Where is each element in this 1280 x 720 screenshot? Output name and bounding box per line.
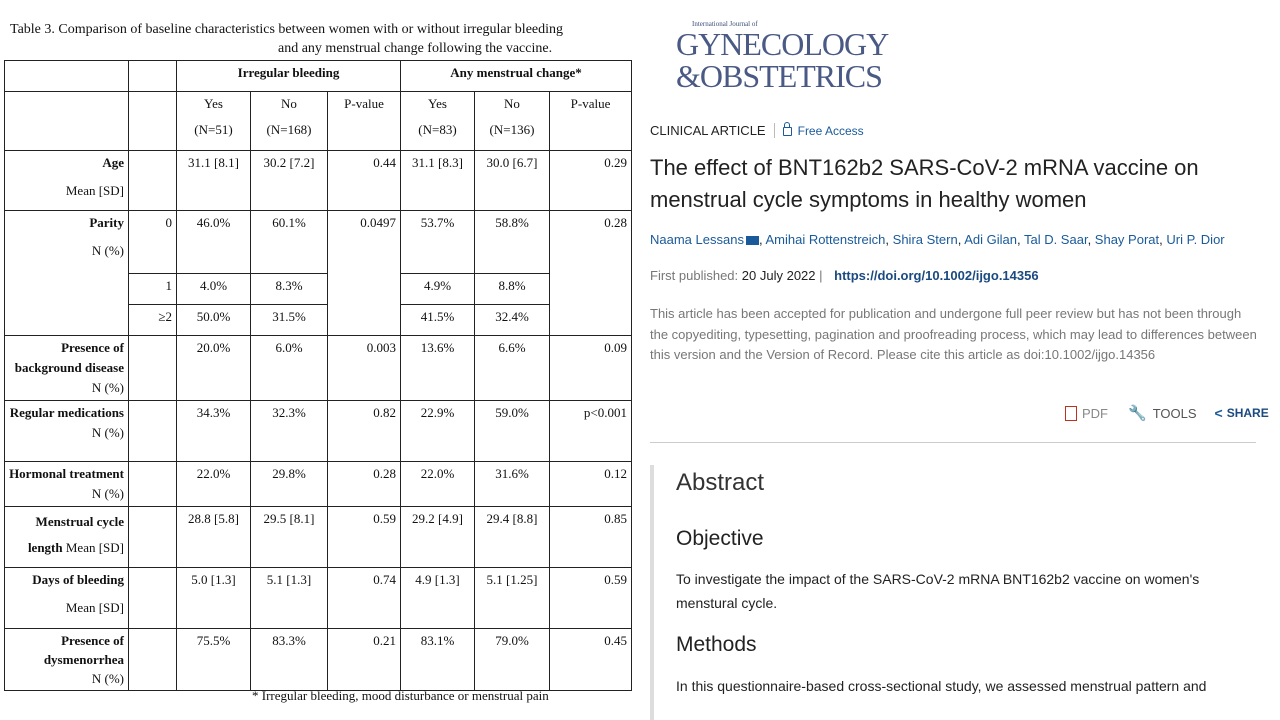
group-any-menstrual-change: Any menstrual change* — [401, 61, 632, 92]
table-cell: 59.0% — [475, 401, 550, 462]
row-label: Menstrual cycle length — [27, 514, 124, 555]
author-list: Naama Lessans , Amihai Rottenstreich, Shira Stern, Adi Gilan, Tal D. Saar, Shay Porat, Uri P. Dior — [650, 232, 1225, 247]
table-row — [5, 151, 632, 211]
col-yes-2: Yes — [428, 96, 447, 111]
table-cell: 29.5 [8.1] — [251, 507, 328, 568]
parity-level: 1 — [129, 274, 177, 305]
author-link[interactable]: Shira Stern — [892, 232, 958, 247]
author-link[interactable]: Adi Gilan — [964, 232, 1017, 247]
table-cell: 0.003 — [328, 336, 401, 401]
row-sublabel: N (%) — [91, 243, 124, 258]
methods-heading: Methods — [676, 633, 757, 656]
table-row — [5, 462, 632, 507]
row-label: Parity — [89, 215, 124, 230]
table-cell: 32.4% — [475, 305, 550, 336]
abstract-heading: Abstract — [676, 469, 765, 496]
table-cell: 60.1% — [251, 211, 328, 274]
table-cell: 0.28 — [550, 211, 632, 336]
accepted-notice: This article has been accepted for publication and undergone full peer review but has not been through the copyediting, typesetting, pagination and proofreading process, which may lead to differences between this version and the Version of Record. Please cite this article as doi:10.1002/ijgo.14356 — [650, 306, 1257, 362]
table-cell: 0.45 — [550, 629, 632, 691]
table-cell: 13.6% — [401, 336, 475, 401]
table-row — [5, 211, 632, 274]
tools-button[interactable] — [1128, 404, 1197, 422]
first-published: First published: 20 July 2022 | https://doi.org/10.1002/ijgo.14356 — [650, 268, 1039, 283]
objective-heading: Objective — [676, 527, 764, 550]
row-sublabel: N (%) — [91, 380, 124, 395]
table-cell: 83.1% — [401, 629, 475, 691]
comparison-table — [4, 60, 632, 691]
free-access-badge — [783, 124, 864, 138]
objective-text: To investigate the impact of the SARS-CoV-2 mRNA BNT162b2 vaccine on women's menstural cycle. — [676, 571, 1200, 611]
table-caption — [10, 20, 570, 58]
table-cell: 31.5% — [251, 305, 328, 336]
row-sublabel: Mean [SD] — [65, 540, 124, 555]
article-title: The effect of BNT162b2 SARS-CoV-2 mRNA vaccine on menstrual cycle symptoms in healthy women — [650, 155, 1199, 212]
table-row — [5, 507, 632, 568]
table-cell: 5.0 [1.3] — [177, 568, 251, 629]
author-link[interactable]: Amihai Rottenstreich — [765, 232, 886, 247]
email-icon[interactable] — [746, 236, 759, 245]
table-cell: 29.2 [4.9] — [401, 507, 475, 568]
table-row — [5, 401, 632, 462]
table-cell: 0.09 — [550, 336, 632, 401]
table-cell: 31.6% — [475, 462, 550, 507]
logo-line-2: &OBSTETRICS — [676, 58, 882, 94]
n-no-1: (N=168) — [266, 122, 312, 137]
table-cell: 5.1 [1.25] — [475, 568, 550, 629]
col-pvalue-1: P-value — [328, 92, 401, 151]
table-cell: 58.8% — [475, 211, 550, 274]
share-label: SHARE — [1226, 406, 1269, 420]
table-cell: 0.0497 — [328, 211, 401, 336]
row-label: Hormonal treatment — [9, 466, 124, 481]
table-header-row — [5, 61, 632, 92]
table-subheader-row — [5, 92, 632, 151]
n-yes-2: (N=83) — [418, 122, 457, 137]
table-cell: 22.0% — [401, 462, 475, 507]
methods-text: In this questionnaire-based cross-sectional study, we assessed menstrual pattern and — [676, 678, 1207, 694]
article-toolbar — [1065, 404, 1269, 422]
table-cell: 6.6% — [475, 336, 550, 401]
article-meta — [650, 123, 864, 138]
table-cell: 0.85 — [550, 507, 632, 568]
journal-logo[interactable] — [658, 20, 889, 100]
first-published-label: First published: — [650, 268, 739, 283]
table-cell: 29.4 [8.8] — [475, 507, 550, 568]
row-label: Presence of background disease — [14, 340, 124, 375]
table-cell: 8.3% — [251, 274, 328, 305]
row-sublabel: Mean [SD] — [65, 183, 124, 198]
col-pvalue-2: P-value — [550, 92, 632, 151]
table-cell: 0.59 — [550, 568, 632, 629]
parity-level: ≥2 — [129, 305, 177, 336]
table-cell: p<0.001 — [550, 401, 632, 462]
table-row — [5, 568, 632, 629]
share-icon: < — [1214, 405, 1223, 421]
table-cell: 0.82 — [328, 401, 401, 462]
pdf-label: PDF — [1082, 405, 1108, 421]
lock-icon — [783, 127, 792, 136]
table-cell: 0.59 — [328, 507, 401, 568]
row-label: Days of bleeding — [32, 572, 124, 587]
table-cell: 79.0% — [475, 629, 550, 691]
row-label: Age — [102, 155, 124, 170]
table-cell: 6.0% — [251, 336, 328, 401]
table-cell: 22.0% — [177, 462, 251, 507]
table-cell: 31.1 [8.3] — [401, 151, 475, 211]
table-cell: 0.21 — [328, 629, 401, 691]
pdf-button[interactable] — [1065, 406, 1108, 421]
row-label: Presence of dysmenorrhea — [43, 633, 124, 667]
table-row — [5, 336, 632, 401]
table-cell: 32.3% — [251, 401, 328, 462]
table-cell: 53.7% — [401, 211, 475, 274]
table-cell: 0.44 — [328, 151, 401, 211]
abstract-section — [650, 465, 1270, 720]
table-cell: 8.8% — [475, 274, 550, 305]
divider — [650, 442, 1256, 443]
table-cell: 28.8 [5.8] — [177, 507, 251, 568]
row-sublabel: N (%) — [91, 425, 124, 440]
table-cell: 5.1 [1.3] — [251, 568, 328, 629]
first-published-date: 20 July 2022 — [741, 268, 816, 283]
article-panel — [640, 0, 1280, 720]
author-link[interactable]: Tal D. Saar — [1023, 232, 1088, 247]
table-cell: 50.0% — [177, 305, 251, 336]
logo-line-1: GYNECOLOGY — [676, 26, 889, 62]
wrench-icon: 🔧 — [1128, 405, 1147, 422]
table-cell: 29.8% — [251, 462, 328, 507]
author-link[interactable]: Uri P. Dior — [1166, 232, 1225, 247]
table-cell: 0.12 — [550, 462, 632, 507]
n-no-2: (N=136) — [489, 122, 535, 137]
table-cell: 4.9 [1.3] — [401, 568, 475, 629]
table-cell: 30.2 [7.2] — [251, 151, 328, 211]
table-footnote: * Irregular bleeding, mood disturbance or menstrual pain — [252, 688, 549, 703]
col-no-1: No — [281, 96, 297, 111]
col-no-2: No — [504, 96, 520, 111]
table-cell: 31.1 [8.1] — [177, 151, 251, 211]
table-cell: 46.0% — [177, 211, 251, 274]
table-cell: 0.29 — [550, 151, 632, 211]
free-access-label: Free Access — [797, 123, 864, 138]
table-cell: 41.5% — [401, 305, 475, 336]
article-category: CLINICAL ARTICLE — [650, 123, 775, 138]
n-yes-1: (N=51) — [194, 122, 233, 137]
table-cell: 20.0% — [177, 336, 251, 401]
doi-link[interactable]: https://doi.org/10.1002/ijgo.14356 — [834, 268, 1039, 283]
row-label: Regular medications — [9, 405, 124, 420]
share-button[interactable] — [1215, 405, 1269, 421]
table-cell: 0.74 — [328, 568, 401, 629]
tools-label: TOOLS — [1152, 405, 1197, 421]
caption-line-2: and any menstrual change following the vaccine. — [278, 41, 553, 56]
table-cell: 4.9% — [401, 274, 475, 305]
logo-small-text: International Journal of — [692, 20, 758, 28]
table-cell: 34.3% — [177, 401, 251, 462]
col-yes-1: Yes — [204, 96, 223, 111]
table-cell: 22.9% — [401, 401, 475, 462]
author-link[interactable]: Shay Porat — [1094, 232, 1160, 247]
table-cell: 4.0% — [177, 274, 251, 305]
row-sublabel: N (%) — [91, 486, 124, 501]
caption-line-1: Table 3. Comparison of baseline characteristics between women with or without irregular bleeding — [10, 22, 564, 37]
table-cell: 0.28 — [328, 462, 401, 507]
table-cell: 30.0 [6.7] — [475, 151, 550, 211]
table-cell: 75.5% — [177, 629, 251, 691]
parity-level: 0 — [129, 211, 177, 274]
group-irregular-bleeding: Irregular bleeding — [177, 61, 401, 92]
row-sublabel: N (%) — [91, 671, 124, 686]
pdf-icon — [1065, 406, 1077, 421]
table-row — [5, 629, 632, 691]
author-link[interactable]: Naama Lessans — [650, 232, 744, 247]
table-cell: 83.3% — [251, 629, 328, 691]
row-sublabel: Mean [SD] — [65, 600, 124, 615]
